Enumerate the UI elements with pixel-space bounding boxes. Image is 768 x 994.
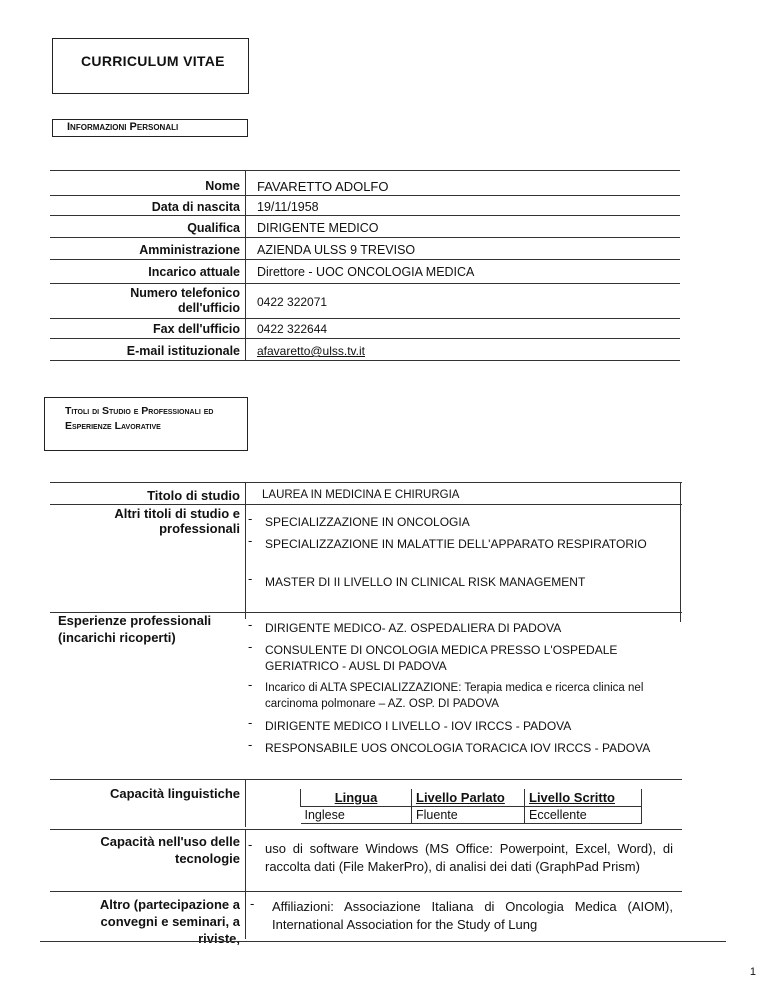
- tecnologie-item: - uso di software Windows (MS Office: Powerpoint, Excel, Word), di raccolta dati (File MakerPro), di analisi dei dati (GraphPad Prism): [248, 840, 673, 874]
- label-qualifica: Qualifica: [187, 221, 240, 235]
- label-titolo-studio: Titolo di studio: [147, 488, 240, 503]
- label-lingue: Capacità linguistiche: [109, 786, 240, 801]
- label-nome: Nome: [205, 179, 240, 193]
- label-amministrazione: Amministrazione: [139, 243, 240, 257]
- page-number: 1: [749, 966, 756, 978]
- lang-cell-scritto: Eccellente: [525, 807, 642, 824]
- lang-cell-lingua: Inglese: [301, 807, 412, 824]
- section-personal-header: [52, 119, 248, 137]
- lang-header-lingua: Lingua: [301, 789, 412, 807]
- cv-title: CURRICULUM VITAE: [81, 53, 225, 69]
- value-titolo-studio: LAUREA IN MEDICINA E CHIRURGIA: [262, 489, 460, 501]
- lang-cell-parlato: Fluente: [412, 807, 525, 824]
- label-incarico-attuale: Incarico attuale: [148, 265, 240, 279]
- label-tecnologie: Capacità nell'uso delle tecnologie: [100, 834, 240, 866]
- value-email[interactable]: afavaretto@ulss.tv.it: [257, 344, 365, 358]
- section-personal-title: Informazioni Personali: [67, 121, 179, 133]
- altro-item: - Affiliazioni: Associazione Italiana di Oncologia Medica (AIOM), International Association for the Study of Lung: [250, 898, 673, 932]
- value-amministrazione: AZIENDA ULSS 9 TREVISO: [257, 243, 416, 257]
- altro-text: Affiliazioni: Associazione Italiana di Oncologia Medica (AIOM), International Association for the Study of Lung: [272, 899, 673, 932]
- label-email: E-mail istituzionale: [126, 344, 240, 358]
- label-altro: Altro (partecipazione a convegni e seminari, a riviste,: [99, 897, 240, 946]
- section-titles-title: Titoli di Studio e Professionali ed Esperienze Lavorative: [65, 405, 214, 432]
- cv-title-box: [52, 38, 249, 94]
- value-telefono: 0422 322071: [257, 295, 328, 309]
- lang-header-scritto: Livello Scritto: [525, 789, 642, 807]
- value-qualifica: DIRIGENTE MEDICO: [257, 221, 379, 235]
- section-titles-header: [44, 397, 248, 451]
- languages-table: [300, 789, 642, 824]
- label-data-nascita: Data di nascita: [151, 200, 240, 214]
- value-incarico-attuale: Direttore - UOC ONCOLOGIA MEDICA: [257, 265, 475, 279]
- lang-header-parlato: Livello Parlato: [412, 789, 525, 807]
- value-nome: FAVARETTO ADOLFO: [257, 179, 389, 194]
- label-telefono: Numero telefonico dell'ufficio: [130, 286, 240, 315]
- value-fax: 0422 322644: [257, 322, 328, 336]
- label-esperienze: Esperienze professionali (incarichi ricoperti): [58, 613, 212, 645]
- label-fax: Fax dell'ufficio: [152, 322, 240, 336]
- label-altri-titoli: Altri titoli di studio e professionali: [114, 506, 240, 536]
- tecnologie-text: uso di software Windows (MS Office: Powerpoint, Excel, Word), di raccolta dati (File MakerPro), di analisi dei dati (GraphPad Prism): [265, 841, 673, 874]
- value-data-nascita: 19/11/1958: [257, 200, 319, 214]
